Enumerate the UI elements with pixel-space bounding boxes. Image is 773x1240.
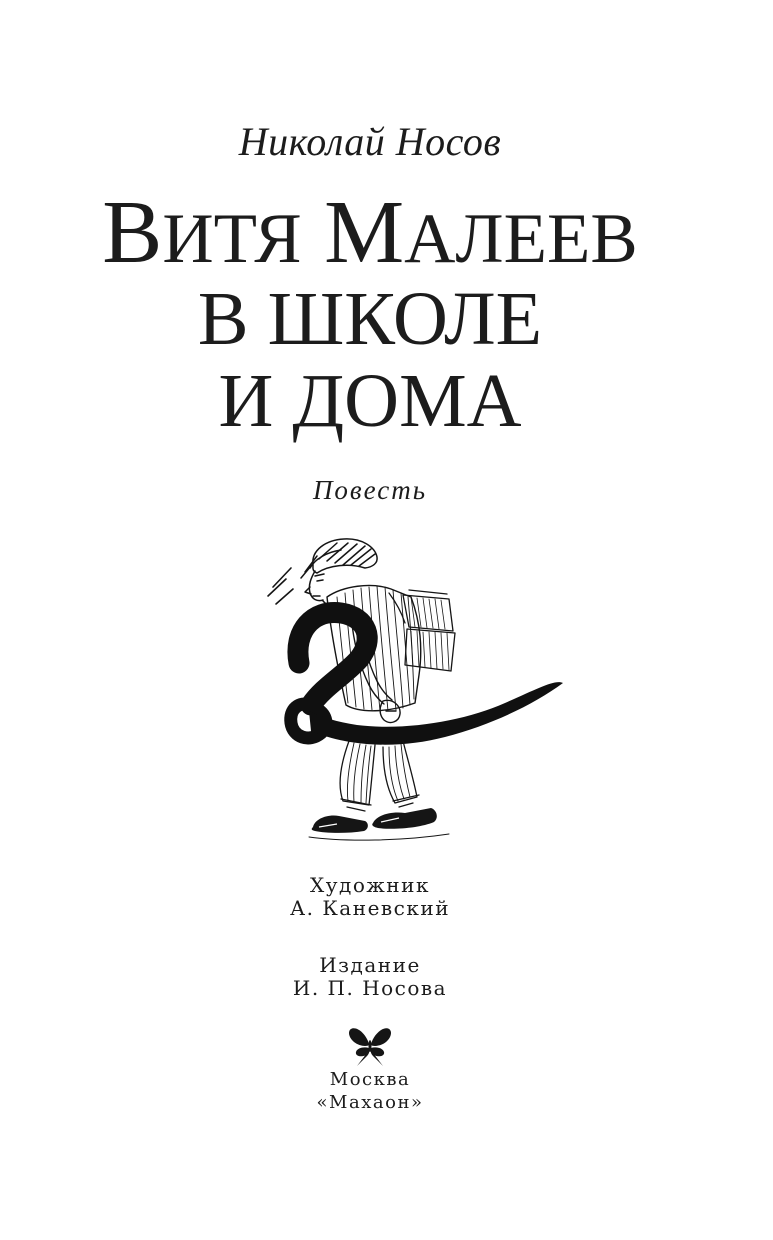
sketch-trousers <box>340 741 419 811</box>
butterfly-icon <box>347 1026 393 1068</box>
artist-name: А. Каневский <box>289 896 451 920</box>
title-initial: М <box>324 183 405 282</box>
boy-carrying-deuce-illustration <box>253 535 573 845</box>
edition-label: Издание <box>319 953 421 977</box>
sketch-head <box>301 539 377 608</box>
author-name: Николай Носов <box>238 119 502 164</box>
imprint-block <box>0 1068 740 1114</box>
artist-label: Художник <box>310 873 430 897</box>
title-word-space <box>302 183 325 282</box>
edition-name: И. П. Носова <box>292 976 448 1000</box>
sketch-motion-lines <box>268 568 293 604</box>
artist-credit <box>0 874 740 920</box>
title-smallcaps: ИТЯ <box>162 200 302 278</box>
title-smallcaps: АЛЕЕВ <box>404 200 638 278</box>
book-title-line-1 <box>0 183 740 282</box>
book-title-line-3: И ДОМА <box>218 359 522 443</box>
edition-credit <box>0 954 740 1000</box>
sketch-shoes <box>309 808 449 840</box>
imprint-publisher: «Махаон» <box>316 1092 424 1113</box>
imprint-city: Москва <box>329 1069 411 1090</box>
subtitle-genre: Повесть <box>312 475 428 505</box>
book-title-line-2: В ШКОЛЕ <box>197 277 543 361</box>
title-initial: В <box>102 183 163 282</box>
